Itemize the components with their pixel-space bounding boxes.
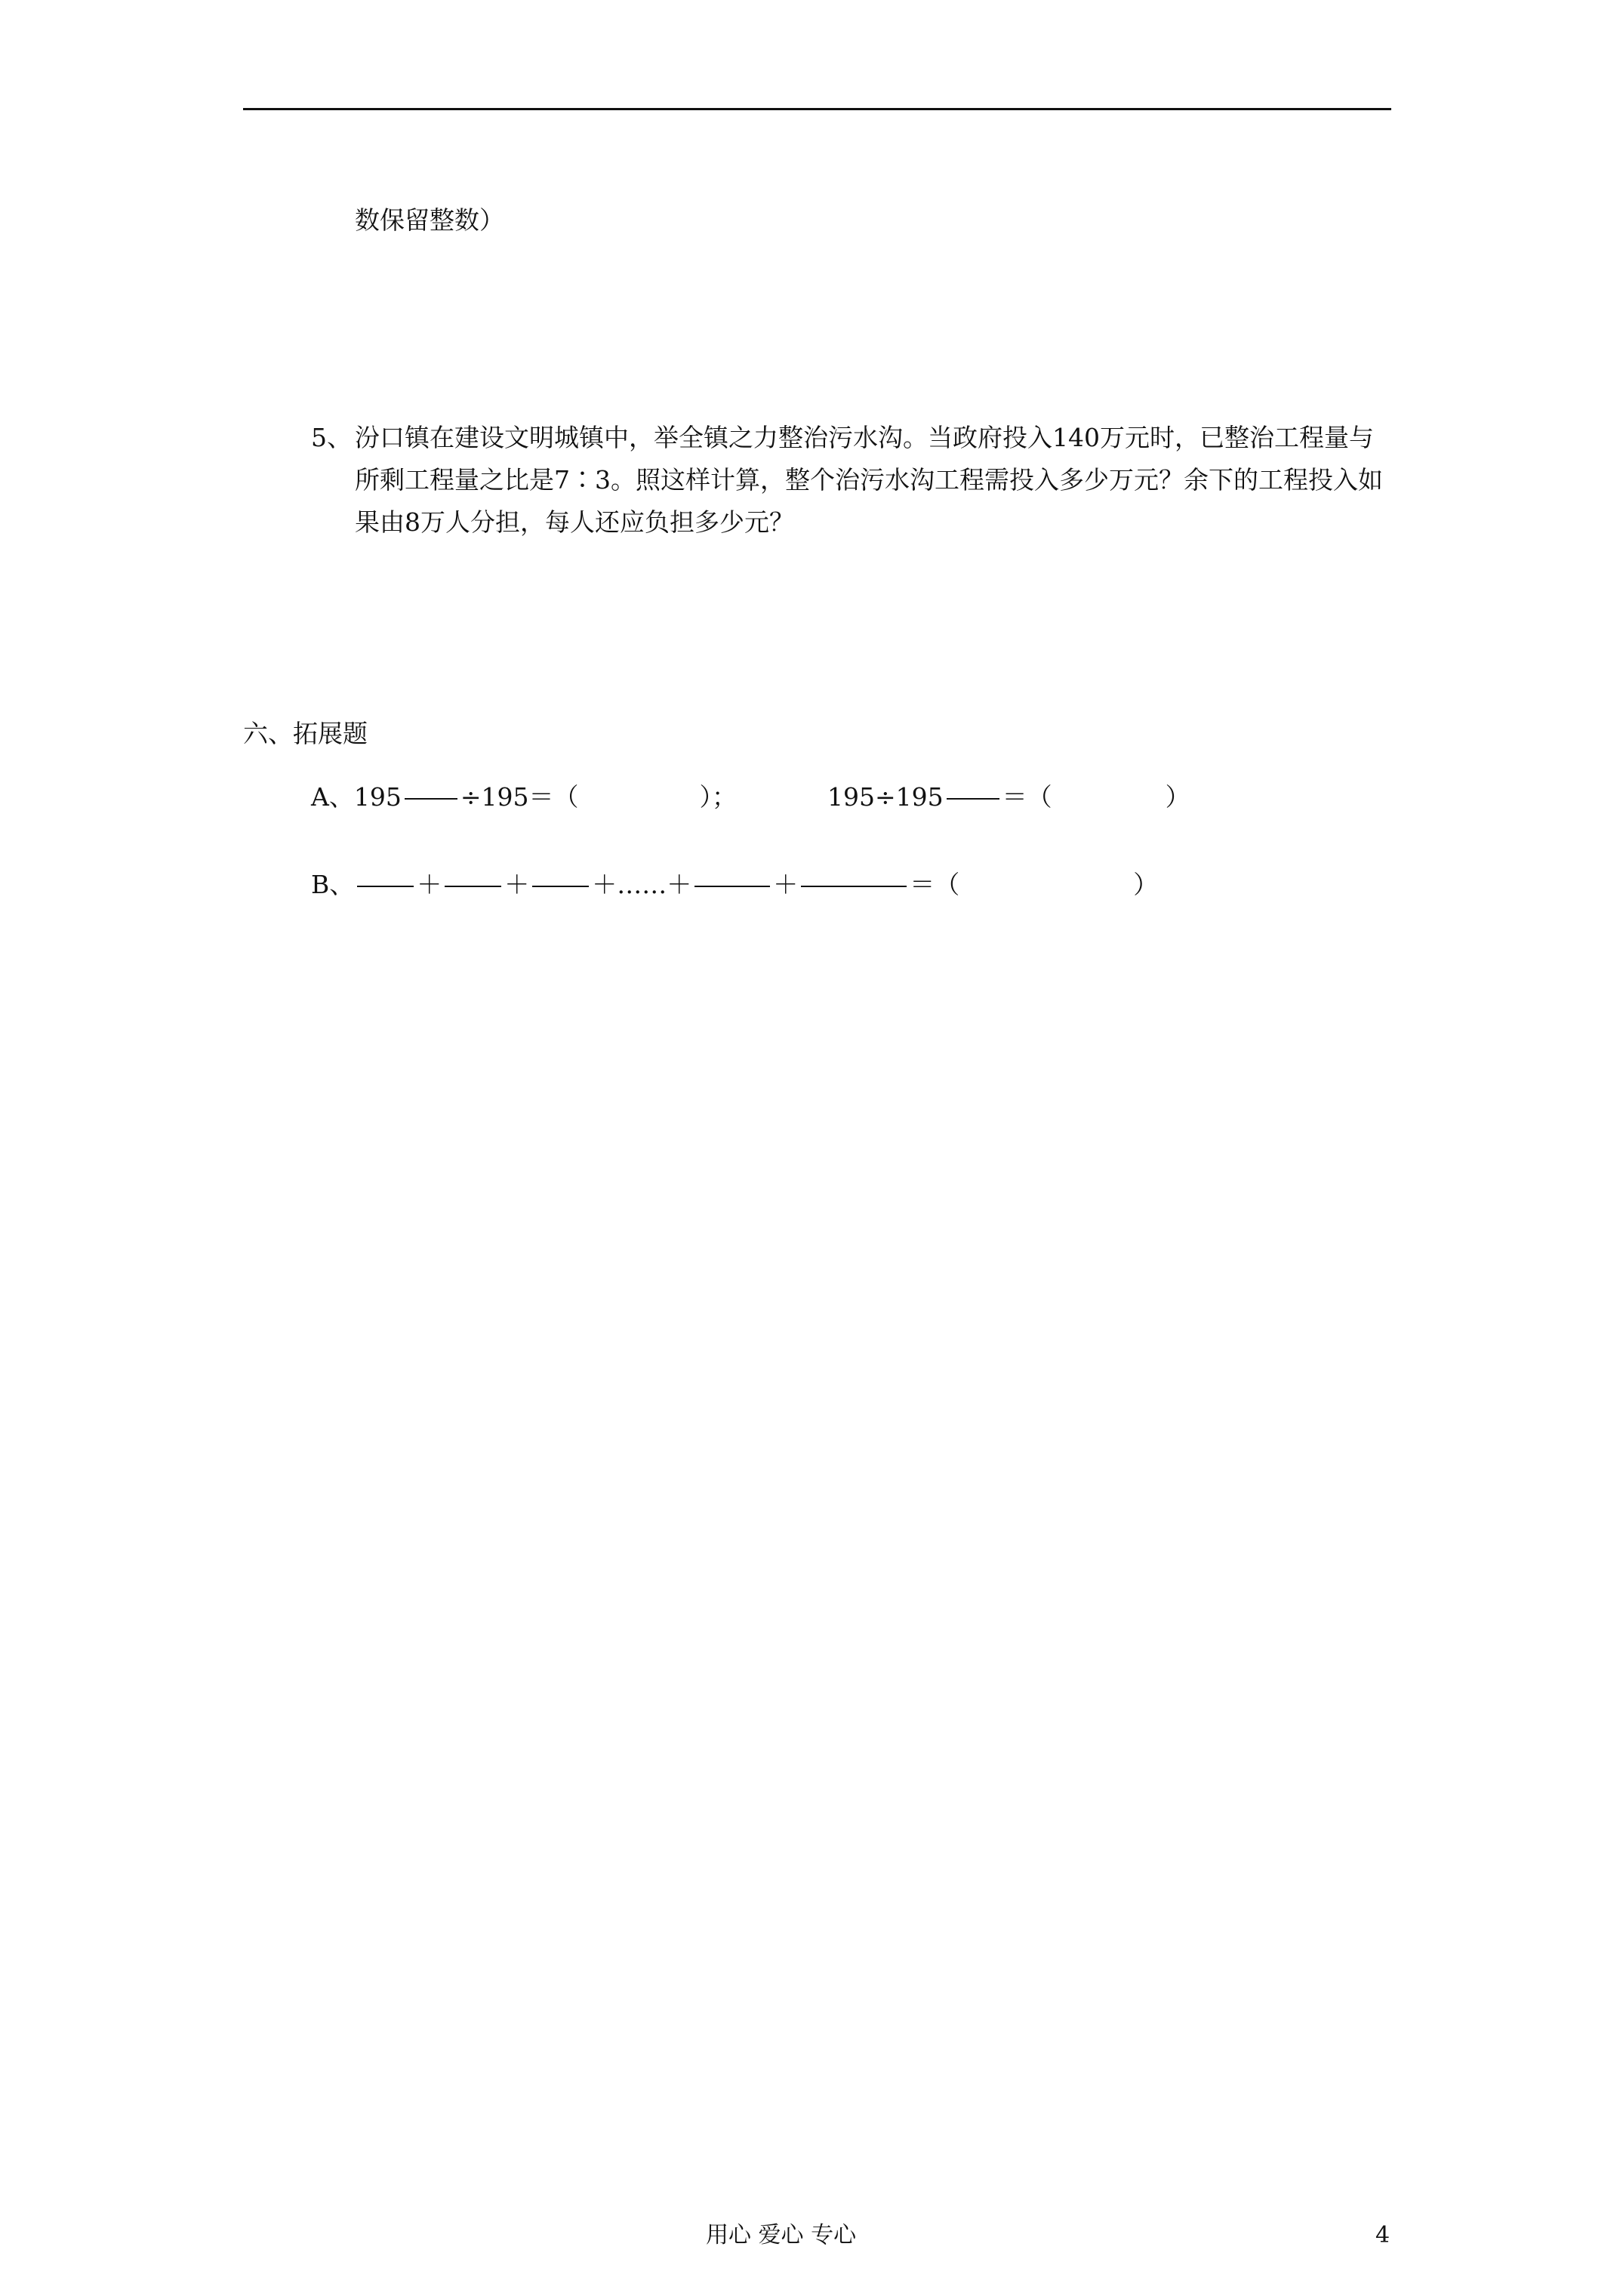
plus-sign: ＋ xyxy=(504,870,530,899)
problem-b-label: B、 xyxy=(311,870,355,899)
section-title: 六、拓展题 xyxy=(243,719,368,748)
plus-ellipsis: ＋……＋ xyxy=(592,870,692,899)
problem-b xyxy=(311,870,1158,900)
page-number: 4 xyxy=(1375,2222,1390,2248)
footer-motto: 用心 爱心 专心 xyxy=(706,2222,857,2248)
problem-a-equals: ＝（ xyxy=(1002,782,1052,812)
fraction-bar xyxy=(694,886,770,887)
fraction-bar xyxy=(357,886,414,887)
continuation-text: 数保留整数） xyxy=(355,205,504,235)
question-5-text: 汾口镇在建设文明城镇中，举全镇之力整治污水沟。当政府投入140万元时，已整治工程量与所剩工程量之比是7∶3。照这样计算，整个治污水沟工程需投入多少万元？余下的工程投入如果由8万人分担，每人还应负担多少元？ xyxy=(355,423,1383,537)
header-rule xyxy=(243,108,1391,110)
problem-a-close: ）； xyxy=(699,782,737,812)
problem-a-right-expression: 195÷195 xyxy=(827,782,944,812)
problem-a-left-number: 195 xyxy=(353,782,402,812)
fraction-bar xyxy=(532,886,589,887)
problem-a xyxy=(311,782,1190,812)
plus-sign: ＋ xyxy=(773,870,799,899)
problem-b-close: ） xyxy=(1133,870,1159,899)
problem-a-close-2: ） xyxy=(1165,782,1190,812)
question-5-number: 5、 xyxy=(311,423,352,452)
problem-a-divide: ÷195＝（ xyxy=(460,782,579,812)
fraction-bar xyxy=(445,886,501,887)
problem-b-equals: ＝（ xyxy=(910,870,960,899)
problem-a-label: A、 xyxy=(311,782,354,812)
fraction-bar xyxy=(405,798,457,800)
question-5 xyxy=(311,417,1398,544)
plus-sign: ＋ xyxy=(417,870,442,899)
fraction-bar xyxy=(801,886,907,887)
fraction-bar xyxy=(947,798,999,800)
